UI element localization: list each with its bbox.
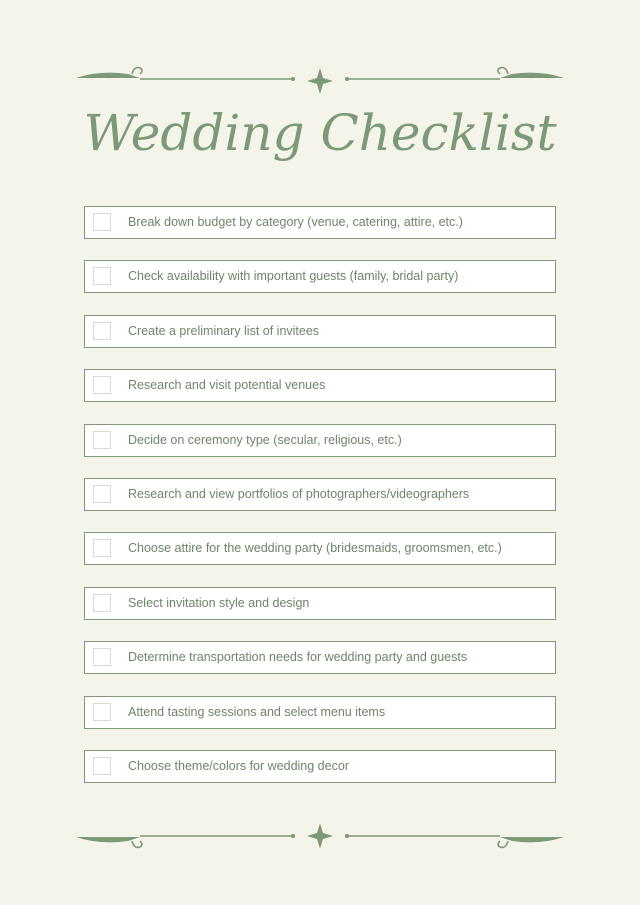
checklist-item-label: Determine transportation needs for wedding party and guests [128,650,468,665]
checklist-item-label: Research and view portfolios of photographers/videographers [128,486,470,501]
checklist-item-label: Select invitation style and design [128,595,310,610]
checklist-item-label: Break down budget by category (venue, catering, attire, etc.) [128,215,463,229]
checkbox[interactable] [93,648,111,666]
checkbox[interactable] [93,322,111,340]
checklist-item [84,641,556,674]
checkbox[interactable] [93,757,111,775]
checklist-item [84,532,556,565]
checklist [84,206,556,804]
checklist-item [84,206,556,239]
checklist-item-label: Create a preliminary list of invitees [128,323,320,338]
checklist-item [84,424,556,457]
checkbox[interactable] [93,485,111,503]
checkbox[interactable] [93,213,111,231]
checklist-item-label: Check availability with important guests (family, bridal party) [128,269,459,284]
checklist-item [84,478,556,511]
bottom-flourish-ornament [0,817,640,857]
checklist-item [84,587,556,620]
checklist-item-label: Choose attire for the wedding party (bridesmaids, groomsmen, etc.) [128,541,502,556]
page-title: Wedding Checklist [83,104,557,162]
checklist-item-label: Choose theme/colors for wedding decor [128,758,349,773]
checkbox[interactable] [93,376,111,394]
checklist-item-label: Attend tasting sessions and select menu items [128,704,386,719]
checklist-item [84,750,556,783]
checkbox[interactable] [93,431,111,449]
checkbox[interactable] [93,703,111,721]
checklist-item [84,260,556,293]
checkbox[interactable] [93,594,111,612]
top-flourish-ornament [0,60,640,100]
checklist-item [84,315,556,348]
checklist-item [84,369,556,402]
checklist-item-label: Decide on ceremony type (secular, religious, etc.) [128,432,402,447]
checklist-item [84,696,556,729]
checklist-item-label: Research and visit potential venues [128,378,326,393]
checkbox[interactable] [93,267,111,285]
checkbox[interactable] [93,539,111,557]
